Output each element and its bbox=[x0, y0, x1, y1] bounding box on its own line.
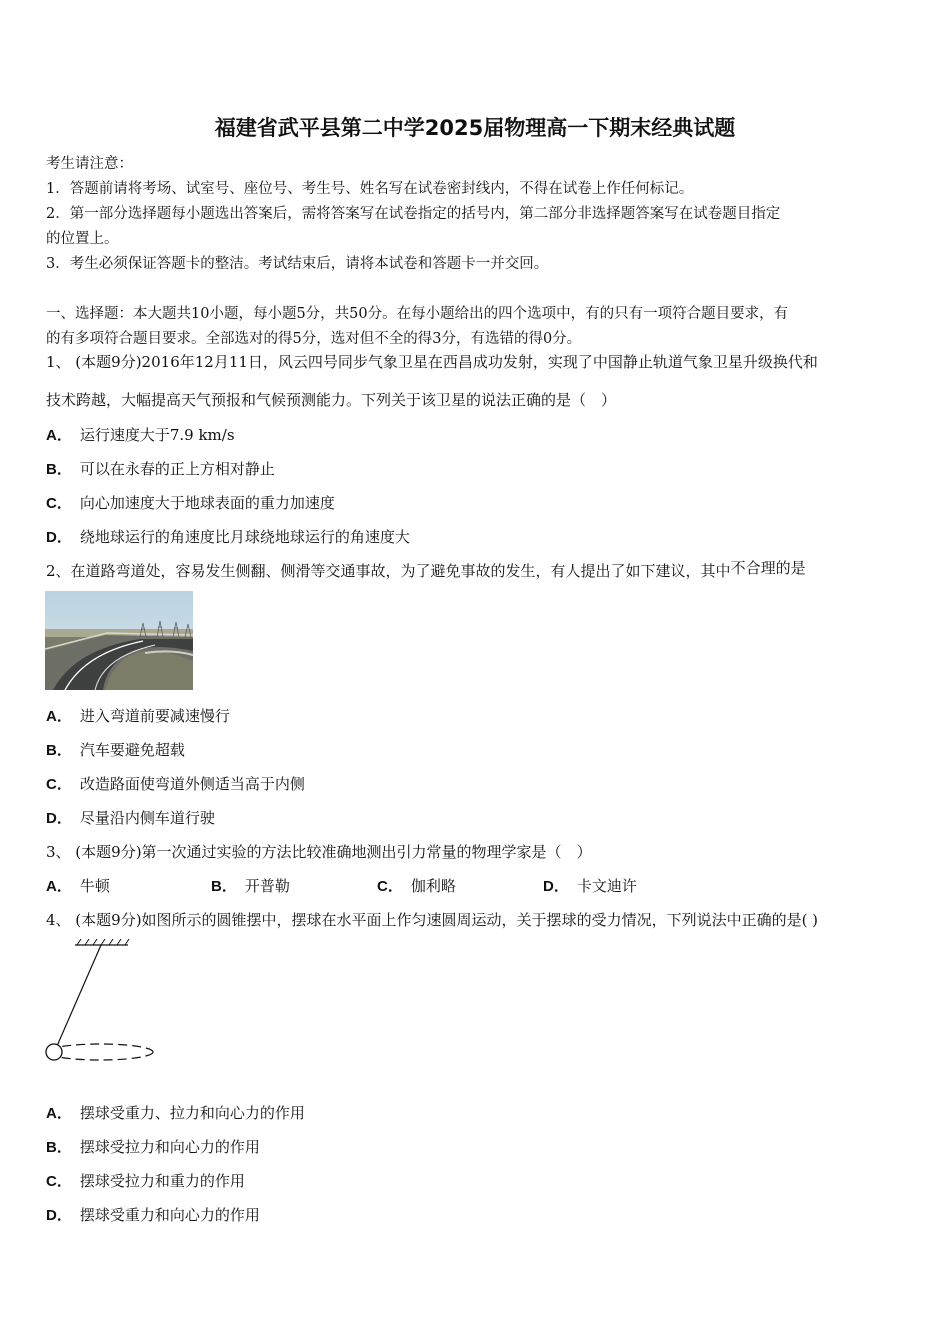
q2-option-d: D． 尽量沿内侧车道行驶 bbox=[46, 809, 215, 827]
q1-option-a: A． 运行速度大于7.9 km/s bbox=[46, 426, 235, 444]
conical-pendulum-diagram bbox=[40, 938, 160, 1068]
q4-option-c: C． 摆球受拉力和重力的作用 bbox=[46, 1172, 245, 1190]
q3-option-d: D． 卡文迪许 bbox=[543, 877, 637, 895]
notice-heading: 考生请注意： bbox=[46, 156, 133, 172]
section-heading: 一、选择题：本大题共10小题，每小题5分，共50分。在每小题给出的四个选项中，有的只有一项符合题目要求，有 bbox=[46, 306, 789, 322]
notice-item-2: 2．第一部分选择题每小题选出答案后，需将答案写在试卷指定的括号内，第二部分非选择题答案写在试卷题目指定 bbox=[46, 206, 781, 222]
road-curve-photo bbox=[45, 591, 193, 690]
notice-item-1: 1．答题前请将考场、试室号、座位号、考生号、姓名写在试卷密封线内，不得在试卷上作任何标记。 bbox=[46, 181, 694, 197]
q2-option-c: C． 改造路面使弯道外侧适当高于内侧 bbox=[46, 775, 305, 793]
notice-item-3: 3．考生必须保证答题卡的整洁。考试结束后，请将本试卷和答题卡一并交回。 bbox=[46, 256, 549, 272]
section-heading-cont: 的有多项符合题目要求。全部选对的得5分，选对但不全的得3分，有选错的得0分。 bbox=[46, 331, 582, 347]
q1-option-b: B． 可以在永春的正上方相对静止 bbox=[46, 460, 275, 478]
q1-stem: 1、 (本题9分)2016年12月11日，风云四号同步气象卫星在西昌成功发射，实现了中国静止轨道气象卫星升级换代和 bbox=[46, 353, 818, 371]
q2-option-b: B． 汽车要避免超载 bbox=[46, 741, 185, 759]
q1-option-d: D． 绕地球运行的角速度比月球绕地球运行的角速度大 bbox=[46, 528, 410, 546]
q4-option-b: B． 摆球受拉力和向心力的作用 bbox=[46, 1138, 260, 1156]
notice-item-2-cont: 的位置上。 bbox=[46, 231, 119, 247]
q1-option-c: C． 向心加速度大于地球表面的重力加速度 bbox=[46, 494, 335, 512]
q2-option-a: A． 进入弯道前要减速慢行 bbox=[46, 707, 230, 725]
q1-stem-cont: 技术跨越，大幅提高天气预报和气候预测能力。下列关于该卫星的说法正确的是（ ） bbox=[46, 391, 617, 409]
q3-option-b: B． 开普勒 bbox=[211, 877, 290, 895]
q4-option-a: A． 摆球受重力、拉力和向心力的作用 bbox=[46, 1104, 305, 1122]
q3-option-c: C． 伽利略 bbox=[377, 877, 456, 895]
q4-option-d: D． 摆球受重力和向心力的作用 bbox=[46, 1206, 260, 1224]
q4-stem: 4、 (本题9分)如图所示的圆锥摆中，摆球在水平面上作匀速圆周运动，关于摆球的受力情况，下列说法中正确的是( ) bbox=[46, 911, 819, 929]
q3-stem: 3、 (本题9分)第一次通过实验的方法比较准确地测出引力常量的物理学家是（ ） bbox=[46, 843, 592, 861]
q2-stem: 2、在道路弯道处，容易发生侧翻、侧滑等交通事故，为了避免事故的发生，有人提出了如下建议，其中不合理的是 bbox=[46, 559, 806, 580]
page-title: 福建省武平县第二中学2025届物理高一下期末经典试题 bbox=[214, 116, 736, 140]
q3-option-a: A． 牛顿 bbox=[46, 877, 110, 895]
